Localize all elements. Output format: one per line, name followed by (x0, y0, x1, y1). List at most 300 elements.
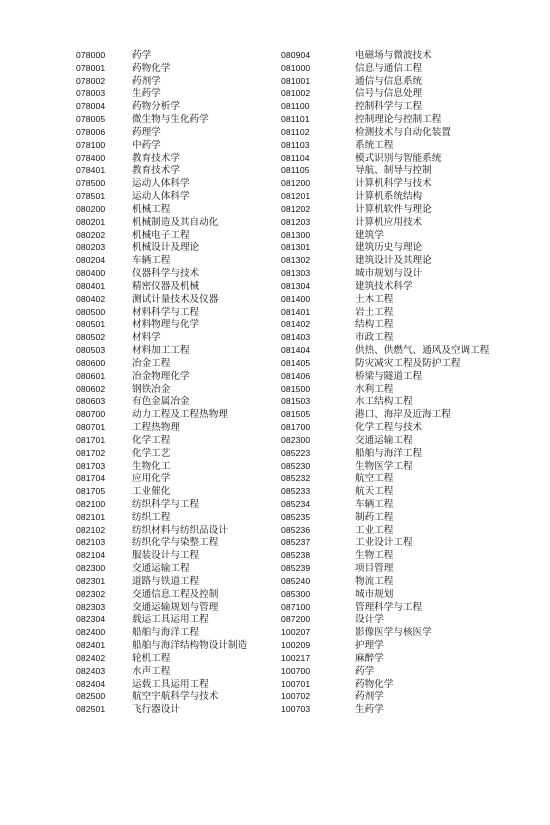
major-name: 载运工具运用工程 (132, 614, 209, 626)
list-item (281, 241, 489, 254)
major-code: 078001 (76, 62, 106, 73)
major-code: 082304 (76, 614, 106, 625)
major-name: 防灾减灾工程及防护工程 (355, 357, 461, 369)
major-code: 080400 (76, 268, 106, 279)
list-item (281, 524, 489, 537)
major-code: 081402 (281, 319, 311, 330)
major-code: 085230 (281, 460, 311, 471)
major-code: 085233 (281, 486, 311, 497)
left-column (76, 49, 247, 716)
major-code: 082500 (76, 691, 106, 702)
list-item (281, 460, 489, 473)
list-item (281, 139, 489, 152)
list-item (281, 639, 489, 652)
list-item (281, 100, 489, 113)
list-item (76, 49, 247, 62)
list-item (281, 498, 489, 511)
major-code: 085223 (281, 447, 311, 458)
major-code: 085236 (281, 524, 311, 535)
major-code: 082104 (76, 550, 106, 561)
major-name: 制药工程 (355, 511, 394, 523)
major-code: 100209 (281, 640, 311, 651)
major-name: 工业催化 (132, 486, 171, 498)
major-name: 工业设计工程 (355, 537, 413, 549)
major-name: 管理科学与工程 (355, 601, 423, 613)
major-name: 教育技术学 (132, 152, 180, 164)
major-name: 运动人体科学 (132, 191, 190, 203)
list-item (76, 62, 247, 75)
major-code: 081100 (281, 101, 310, 112)
major-code: 080700 (76, 409, 106, 420)
major-name: 服装设计与工程 (132, 550, 200, 562)
major-name: 机械电子工程 (132, 229, 190, 241)
major-code: 078004 (76, 101, 106, 112)
right-column (281, 49, 489, 716)
list-item (281, 87, 489, 100)
major-code: 082102 (76, 524, 106, 535)
list-item (76, 498, 247, 511)
major-code: 100703 (281, 704, 311, 715)
list-item (76, 703, 247, 716)
major-code: 081500 (281, 383, 311, 394)
major-code: 078100 (76, 139, 106, 150)
major-name: 系统工程 (355, 139, 394, 151)
major-code: 087200 (281, 614, 311, 625)
list-item (76, 152, 247, 165)
list-item (76, 421, 247, 434)
major-code: 078003 (76, 88, 106, 99)
major-name: 化学工艺 (132, 447, 171, 459)
major-code: 081503 (281, 396, 311, 407)
list-item (281, 562, 489, 575)
list-item (281, 267, 489, 280)
list-item (281, 62, 489, 75)
list-item (281, 344, 489, 357)
list-item (76, 665, 247, 678)
major-name: 生物化工 (132, 460, 171, 472)
major-name: 建筑设计及其理论 (355, 255, 432, 267)
major-code: 100207 (281, 627, 311, 638)
major-name: 计算机软件与理论 (355, 203, 432, 215)
major-code: 078002 (76, 75, 106, 86)
major-code: 082404 (76, 678, 106, 689)
major-code: 078006 (76, 126, 106, 137)
major-name: 化学工程 (132, 434, 171, 446)
major-code: 080203 (76, 242, 106, 253)
major-code: 080600 (76, 357, 106, 368)
major-name: 桥梁与隧道工程 (355, 370, 423, 382)
major-name: 交通运输工程 (355, 434, 413, 446)
major-code: 100700 (281, 665, 311, 676)
major-code: 081701 (76, 434, 106, 445)
list-item (76, 318, 247, 331)
major-name: 应用化学 (132, 473, 171, 485)
major-name: 药物化学 (355, 678, 394, 690)
major-code: 080501 (76, 319, 106, 330)
list-item (76, 652, 247, 665)
major-code: 081001 (281, 75, 311, 86)
major-name: 药剂学 (132, 75, 161, 87)
major-name: 土木工程 (355, 293, 394, 305)
list-item (281, 665, 489, 678)
list-item (281, 690, 489, 703)
major-name: 计算机系统结构 (355, 191, 423, 203)
list-item (281, 626, 489, 639)
list-item (76, 370, 247, 383)
major-code: 081102 (281, 126, 310, 137)
major-name: 药剂学 (355, 691, 384, 703)
major-code: 078400 (76, 152, 106, 163)
major-name: 钢铁冶金 (132, 383, 171, 395)
major-code: 082403 (76, 665, 106, 676)
major-name: 车辆工程 (355, 498, 394, 510)
major-name: 岩土工程 (355, 306, 394, 318)
major-name: 有色金属冶金 (132, 396, 190, 408)
major-name: 运载工具运用工程 (132, 678, 209, 690)
list-item (281, 318, 489, 331)
major-code: 081104 (281, 152, 310, 163)
major-code: 081202 (281, 203, 311, 214)
list-item (76, 126, 247, 139)
major-name: 检测技术与自动化装置 (355, 126, 451, 138)
list-item (76, 254, 247, 267)
list-item (281, 113, 489, 126)
major-code: 080603 (76, 396, 106, 407)
major-name: 设计学 (355, 614, 384, 626)
major-name: 材料物理与化学 (132, 319, 200, 331)
major-code: 081404 (281, 345, 311, 356)
major-code: 081403 (281, 332, 311, 343)
major-code: 085239 (281, 563, 311, 574)
list-item (76, 306, 247, 319)
list-item (76, 164, 247, 177)
major-code: 081201 (281, 191, 311, 202)
major-code: 081702 (76, 447, 106, 458)
major-code: 081203 (281, 216, 311, 227)
list-item (76, 613, 247, 626)
major-code: 081303 (281, 268, 311, 279)
major-name: 控制理论与控制工程 (355, 114, 442, 126)
major-name: 车辆工程 (132, 255, 171, 267)
major-name: 纺织材料与纺织品设计 (132, 524, 228, 536)
list-item (281, 306, 489, 319)
major-code: 081103 (281, 139, 310, 150)
list-item (76, 626, 247, 639)
list-item (281, 177, 489, 190)
major-code: 081101 (281, 114, 310, 125)
major-name: 中药学 (132, 139, 161, 151)
list-item (76, 241, 247, 254)
major-name: 船舶与海洋工程 (355, 447, 423, 459)
list-item (281, 588, 489, 601)
major-name: 药学 (355, 665, 375, 677)
major-name: 精密仪器及机械 (132, 280, 200, 292)
list-item (281, 472, 489, 485)
list-item (76, 229, 247, 242)
list-item (76, 472, 247, 485)
major-name: 运动人体科学 (132, 178, 190, 190)
major-name: 船舶与海洋工程 (132, 627, 200, 639)
major-name: 机械制造及其自动化 (132, 216, 219, 228)
major-name: 工业工程 (355, 524, 394, 536)
list-item (281, 395, 489, 408)
major-name: 工程热物理 (132, 422, 180, 434)
list-item (281, 203, 489, 216)
major-code: 081002 (281, 88, 311, 99)
major-name: 生物医学工程 (355, 460, 413, 472)
major-code: 081105 (281, 165, 310, 176)
list-item (76, 383, 247, 396)
list-item (76, 293, 247, 306)
major-code: 082301 (76, 575, 106, 586)
major-name: 城市规划 (355, 588, 394, 600)
major-code: 082300 (76, 563, 106, 574)
list-item (281, 421, 489, 434)
list-item (281, 447, 489, 460)
list-item (281, 357, 489, 370)
major-name: 导航、制导与控制 (355, 165, 432, 177)
list-item (76, 357, 247, 370)
list-item (281, 383, 489, 396)
major-code: 085240 (281, 575, 311, 586)
major-name: 水工结构工程 (355, 396, 413, 408)
major-code: 085300 (281, 588, 311, 599)
major-code: 082300 (281, 434, 311, 445)
list-item (281, 164, 489, 177)
list-item (281, 126, 489, 139)
major-code: 080401 (76, 280, 106, 291)
major-name: 建筑技术科学 (355, 280, 413, 292)
list-item (281, 511, 489, 524)
major-code: 081406 (281, 370, 311, 381)
major-code: 085237 (281, 537, 311, 548)
list-item (281, 434, 489, 447)
major-code: 081704 (76, 473, 106, 484)
list-item (281, 549, 489, 562)
list-item (281, 575, 489, 588)
major-name: 控制科学与工程 (355, 101, 423, 113)
major-code: 080701 (76, 422, 106, 433)
major-name: 麻醉学 (355, 652, 384, 664)
major-code: 080602 (76, 383, 106, 394)
list-item (76, 536, 247, 549)
major-code: 080200 (76, 203, 106, 214)
list-item (76, 485, 247, 498)
list-item (281, 152, 489, 165)
major-code: 085235 (281, 511, 311, 522)
list-item (76, 75, 247, 88)
major-name: 测试计量技术及仪器 (132, 293, 219, 305)
major-name: 冶金工程 (132, 357, 171, 369)
major-name: 冶金物理化学 (132, 370, 190, 382)
major-code: 081700 (281, 422, 311, 433)
list-item (76, 549, 247, 562)
major-code: 081505 (281, 409, 311, 420)
list-item (76, 408, 247, 421)
major-name: 教育技术学 (132, 165, 180, 177)
major-name: 模式识别与智能系统 (355, 152, 442, 164)
major-code: 087100 (281, 601, 311, 612)
major-name: 计算机应用技术 (355, 216, 423, 228)
major-name: 计算机科学与技术 (355, 178, 432, 190)
major-code: 081200 (281, 178, 311, 189)
major-name: 纺织工程 (132, 511, 171, 523)
major-code: 078005 (76, 114, 106, 125)
major-name: 药物分析学 (132, 101, 180, 113)
major-code: 080201 (76, 216, 106, 227)
list-item (281, 652, 489, 665)
major-name: 航空工程 (355, 473, 394, 485)
list-item (281, 613, 489, 626)
major-code: 081000 (281, 62, 311, 73)
major-name: 道路与铁道工程 (132, 575, 200, 587)
major-name: 机械设计及理论 (132, 242, 200, 254)
major-name: 船舶与海洋结构物设计制造 (132, 640, 248, 652)
major-name: 药物化学 (132, 62, 171, 74)
major-code: 081405 (281, 357, 311, 368)
major-code: 080500 (76, 306, 106, 317)
major-code: 082303 (76, 601, 106, 612)
major-name: 材料加工工程 (132, 345, 190, 357)
list-item (76, 601, 247, 614)
major-code: 081301 (281, 242, 311, 253)
major-name: 材料学 (132, 332, 161, 344)
list-item (76, 190, 247, 203)
list-item (76, 87, 247, 100)
list-item (76, 203, 247, 216)
major-code: 082100 (76, 498, 106, 509)
major-code: 081703 (76, 460, 106, 471)
list-item (76, 511, 247, 524)
list-item (76, 447, 247, 460)
major-code: 100217 (281, 652, 311, 663)
list-item (76, 434, 247, 447)
major-name: 动力工程及工程热物理 (132, 409, 228, 421)
list-item (281, 190, 489, 203)
major-name: 纺织化学与染整工程 (132, 537, 219, 549)
major-name: 影像医学与核医学 (355, 627, 432, 639)
list-item (281, 254, 489, 267)
list-item (76, 331, 247, 344)
major-name: 水声工程 (132, 665, 171, 677)
list-item (281, 49, 489, 62)
major-code: 080503 (76, 345, 106, 356)
list-item (281, 678, 489, 691)
major-name: 物流工程 (355, 575, 394, 587)
major-name: 通信与信息系统 (355, 75, 423, 87)
major-name: 信号与信息处理 (355, 88, 423, 100)
major-name: 信息与通信工程 (355, 62, 423, 74)
major-name: 城市规划与设计 (355, 268, 423, 280)
list-item (76, 216, 247, 229)
list-item (76, 100, 247, 113)
list-item (281, 280, 489, 293)
major-code: 078000 (76, 50, 106, 60)
major-code: 081400 (281, 293, 311, 304)
major-name: 市政工程 (355, 332, 394, 344)
major-code: 081304 (281, 280, 311, 291)
major-name: 港口、海岸及近海工程 (355, 409, 451, 421)
list-item (76, 639, 247, 652)
major-name: 化学工程与技术 (355, 422, 423, 434)
major-name: 建筑学 (355, 229, 384, 241)
major-code: 082501 (76, 704, 106, 715)
list-item (281, 703, 489, 716)
major-name: 药学 (132, 50, 152, 61)
major-name: 电磁场与微波技术 (355, 50, 432, 61)
major-code: 080601 (76, 370, 106, 381)
major-name: 航天工程 (355, 486, 394, 498)
major-code: 080202 (76, 229, 106, 240)
major-code: 081300 (281, 229, 311, 240)
major-code: 082302 (76, 588, 106, 599)
major-name: 交通运输工程 (132, 563, 190, 575)
list-item (76, 267, 247, 280)
major-name: 仪器科学与技术 (132, 268, 200, 280)
major-code: 080402 (76, 293, 106, 304)
major-code: 085234 (281, 498, 311, 509)
major-code: 080204 (76, 255, 106, 266)
major-name: 微生物与生化药学 (132, 114, 209, 126)
major-code: 082400 (76, 627, 106, 638)
major-code: 078401 (76, 165, 106, 176)
major-code: 082401 (76, 640, 106, 651)
major-name: 生药学 (355, 704, 384, 716)
list-item (76, 678, 247, 691)
major-name: 机械工程 (132, 203, 171, 215)
list-item (281, 536, 489, 549)
major-code: 100701 (281, 678, 311, 689)
major-code: 082101 (76, 511, 106, 522)
list-item (281, 331, 489, 344)
major-name: 飞行器设计 (132, 704, 180, 716)
major-name: 交通运输规划与管理 (132, 601, 219, 613)
list-item (76, 524, 247, 537)
major-code: 080904 (281, 50, 311, 60)
list-item (281, 370, 489, 383)
major-name: 轮机工程 (132, 652, 171, 664)
major-code: 081705 (76, 486, 106, 497)
list-item (281, 601, 489, 614)
major-name: 生物工程 (355, 550, 394, 562)
list-item (281, 485, 489, 498)
list-item (76, 690, 247, 703)
list-item (76, 575, 247, 588)
major-code: 078500 (76, 178, 106, 189)
major-code: 100702 (281, 691, 311, 702)
major-code: 080502 (76, 332, 106, 343)
list-item (76, 177, 247, 190)
list-item (281, 293, 489, 306)
list-item (76, 460, 247, 473)
major-code: 078501 (76, 191, 106, 202)
major-name: 结构工程 (355, 319, 394, 331)
major-name: 护理学 (355, 640, 384, 652)
list-item (281, 229, 489, 242)
major-name: 项目管理 (355, 563, 394, 575)
list-item (76, 280, 247, 293)
list-item (281, 216, 489, 229)
list-item (76, 139, 247, 152)
major-name: 药理学 (132, 126, 161, 138)
list-item (76, 344, 247, 357)
list-item (76, 588, 247, 601)
major-name: 生药学 (132, 88, 161, 100)
major-code: 085232 (281, 473, 311, 484)
list-item (281, 75, 489, 88)
major-code: 081302 (281, 255, 311, 266)
list-item (76, 562, 247, 575)
